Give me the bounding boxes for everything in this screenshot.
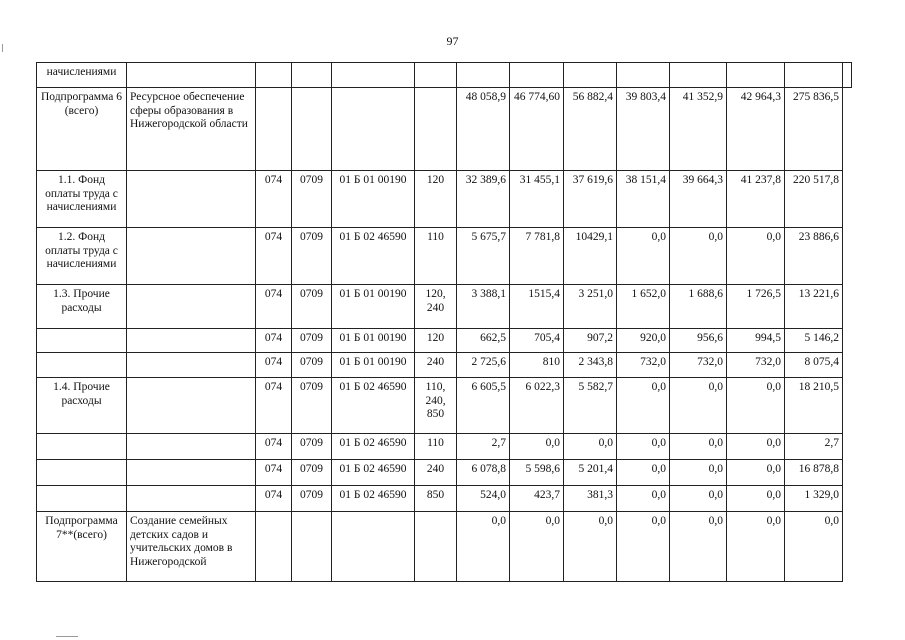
value-cell-3: 0,0 [564, 512, 617, 582]
program-cell: Подпрограмма 6 (всего) [37, 88, 127, 171]
name-cell [127, 434, 256, 460]
rz-cell [292, 88, 332, 171]
value-cell-2: 810 [510, 353, 564, 378]
value-cell-7: 13 221,6 [785, 285, 843, 329]
vr-cell: 110, 240, 850 [415, 378, 457, 434]
value-cell-7: 0,0 [785, 512, 843, 582]
csr-cell [332, 88, 415, 171]
value-cell-5: 732,0 [670, 353, 727, 378]
name-cell [127, 378, 256, 434]
value-cell-4 [617, 63, 670, 88]
program-cell: Подпрограмма 7**(всего) [37, 512, 127, 582]
value-cell-1: 6 605,5 [457, 378, 510, 434]
rz-cell: 0709 [292, 228, 332, 285]
csr-cell: 01 Б 02 46590 [332, 486, 415, 512]
vr-cell [415, 63, 457, 88]
rz-cell: 0709 [292, 285, 332, 329]
vr-cell: 120, 240 [415, 285, 457, 329]
value-cell-6: 994,5 [727, 329, 785, 353]
value-cell-1 [457, 63, 510, 88]
value-cell-4: 39 803,4 [617, 88, 670, 171]
value-cell-6: 0,0 [727, 434, 785, 460]
value-cell-6: 1 726,5 [727, 285, 785, 329]
csr-cell: 01 Б 01 00190 [332, 353, 415, 378]
csr-cell: 01 Б 01 00190 [332, 171, 415, 228]
grbs-cell: 074 [256, 329, 292, 353]
value-cell-4: 38 151,4 [617, 171, 670, 228]
program-cell: начислениями [37, 63, 127, 88]
table-row-item-1-4-a [37, 434, 852, 460]
rz-cell: 0709 [292, 460, 332, 486]
value-cell-5: 1 688,6 [670, 285, 727, 329]
csr-cell: 01 Б 02 46590 [332, 460, 415, 486]
csr-cell: 01 Б 01 00190 [332, 285, 415, 329]
vr-cell: 110 [415, 228, 457, 285]
name-cell [127, 63, 256, 88]
table-row-item-1-3-b [37, 353, 852, 378]
page-number: 97 [446, 34, 459, 48]
vr-cell: 120 [415, 171, 457, 228]
value-cell-7 [785, 63, 843, 88]
vr-cell: 240 [415, 460, 457, 486]
value-cell-2: 46 774,60 [510, 88, 564, 171]
value-cell-2: 0,0 [510, 434, 564, 460]
value-cell-5: 0,0 [670, 486, 727, 512]
name-cell [127, 460, 256, 486]
program-cell [37, 486, 127, 512]
value-cell-3: 5 582,7 [564, 378, 617, 434]
value-cell-6: 732,0 [727, 353, 785, 378]
value-cell-5: 0,0 [670, 378, 727, 434]
rz-cell: 0709 [292, 378, 332, 434]
value-cell-6: 0,0 [727, 512, 785, 582]
value-cell-2: 423,7 [510, 486, 564, 512]
table-row-item-1-4-c [37, 486, 852, 512]
value-cell-7: 18 210,5 [785, 378, 843, 434]
program-cell [37, 329, 127, 353]
value-cell-2 [510, 63, 564, 88]
grbs-cell: 074 [256, 171, 292, 228]
value-cell-2: 1515,4 [510, 285, 564, 329]
budget-table [36, 62, 852, 582]
value-cell-3: 2 343,8 [564, 353, 617, 378]
name-cell [127, 329, 256, 353]
scan-mark-bottom [56, 636, 78, 637]
value-cell-6: 41 237,8 [727, 171, 785, 228]
program-cell: 1.3. Прочие расходы [37, 285, 127, 329]
value-cell-1: 48 058,9 [457, 88, 510, 171]
value-cell-7: 5 146,2 [785, 329, 843, 353]
value-cell-5: 0,0 [670, 228, 727, 285]
value-cell-3: 3 251,0 [564, 285, 617, 329]
value-cell-5: 39 664,3 [670, 171, 727, 228]
csr-cell: 01 Б 01 00190 [332, 329, 415, 353]
value-cell-1: 32 389,6 [457, 171, 510, 228]
value-cell-6 [727, 63, 785, 88]
value-cell-3: 907,2 [564, 329, 617, 353]
rz-cell: 0709 [292, 329, 332, 353]
scan-mark-left [2, 44, 3, 52]
value-cell-7: 275 836,5 [785, 88, 843, 171]
value-cell-7: 8 075,4 [785, 353, 843, 378]
grbs-cell: 074 [256, 285, 292, 329]
csr-cell: 01 Б 02 46590 [332, 378, 415, 434]
table-row-item-1-1 [37, 171, 852, 228]
csr-cell [332, 63, 415, 88]
program-cell [37, 353, 127, 378]
value-cell-1: 3 388,1 [457, 285, 510, 329]
vr-cell: 850 [415, 486, 457, 512]
value-cell-1: 2 725,6 [457, 353, 510, 378]
value-cell-2: 705,4 [510, 329, 564, 353]
csr-cell: 01 Б 02 46590 [332, 228, 415, 285]
name-cell: Ресурсное обеспечение сферы образования в Нижегородской области [127, 88, 256, 171]
value-cell-3: 5 201,4 [564, 460, 617, 486]
value-cell-3: 37 619,6 [564, 171, 617, 228]
value-cell-1: 5 675,7 [457, 228, 510, 285]
program-cell: 1.4. Прочие расходы [37, 378, 127, 434]
grbs-cell: 074 [256, 378, 292, 434]
csr-cell [332, 512, 415, 582]
value-cell-5: 0,0 [670, 512, 727, 582]
value-cell-3: 0,0 [564, 434, 617, 460]
name-cell [127, 228, 256, 285]
grbs-cell: 074 [256, 486, 292, 512]
value-cell-4: 0,0 [617, 486, 670, 512]
value-cell-4: 920,0 [617, 329, 670, 353]
rz-cell: 0709 [292, 171, 332, 228]
vr-cell: 110 [415, 434, 457, 460]
table-row-top [37, 63, 852, 88]
value-cell-4: 0,0 [617, 378, 670, 434]
value-cell-5: 956,6 [670, 329, 727, 353]
value-cell-4: 0,0 [617, 228, 670, 285]
value-cell-3: 381,3 [564, 486, 617, 512]
vr-cell: 120 [415, 329, 457, 353]
rz-cell [292, 512, 332, 582]
grbs-cell [256, 63, 292, 88]
table-row-item-1-3 [37, 285, 852, 329]
table-row-sub6 [37, 88, 852, 171]
rz-cell: 0709 [292, 353, 332, 378]
csr-cell: 01 Б 02 46590 [332, 434, 415, 460]
program-cell: 1.1. Фонд оплаты труда с начислениями [37, 171, 127, 228]
value-cell-4: 0,0 [617, 434, 670, 460]
value-cell-3 [564, 63, 617, 88]
value-cell-1: 2,7 [457, 434, 510, 460]
name-cell [127, 353, 256, 378]
table-row-item-1-4-b [37, 460, 852, 486]
value-cell-5: 0,0 [670, 434, 727, 460]
table-row-sub7 [37, 512, 852, 582]
program-cell [37, 434, 127, 460]
value-cell-1: 6 078,8 [457, 460, 510, 486]
value-cell-2: 31 455,1 [510, 171, 564, 228]
value-cell-7: 16 878,8 [785, 460, 843, 486]
vr-cell: 240 [415, 353, 457, 378]
name-cell: Создание семейных детских садов и учительских домов в Нижегородской [127, 512, 256, 582]
program-cell [37, 460, 127, 486]
value-cell-1: 524,0 [457, 486, 510, 512]
table-row-item-1-2 [37, 228, 852, 285]
name-cell [127, 171, 256, 228]
value-cell-2: 6 022,3 [510, 378, 564, 434]
table-row-item-1-3-a [37, 329, 852, 353]
grbs-cell: 074 [256, 353, 292, 378]
value-cell-2: 5 598,6 [510, 460, 564, 486]
table-body [37, 63, 852, 582]
value-cell-1: 0,0 [457, 512, 510, 582]
value-cell-6: 0,0 [727, 378, 785, 434]
value-cell-5: 41 352,9 [670, 88, 727, 171]
value-cell-4: 1 652,0 [617, 285, 670, 329]
program-cell: 1.2. Фонд оплаты труда с начислениями [37, 228, 127, 285]
value-cell-5 [670, 63, 727, 88]
grbs-cell [256, 512, 292, 582]
value-cell-7: 1 329,0 [785, 486, 843, 512]
value-cell-3: 10429,1 [564, 228, 617, 285]
vr-cell [415, 88, 457, 171]
value-cell-6: 0,0 [727, 228, 785, 285]
grbs-cell: 074 [256, 434, 292, 460]
value-cell-3: 56 882,4 [564, 88, 617, 171]
value-cell-4: 732,0 [617, 353, 670, 378]
value-cell-4: 0,0 [617, 512, 670, 582]
table-row-item-1-4 [37, 378, 852, 434]
value-cell-6: 0,0 [727, 486, 785, 512]
rz-cell: 0709 [292, 486, 332, 512]
value-cell-2: 7 781,8 [510, 228, 564, 285]
name-cell [127, 486, 256, 512]
rz-cell [292, 63, 332, 88]
value-cell-5: 0,0 [670, 460, 727, 486]
grbs-cell [256, 88, 292, 171]
value-cell-6: 0,0 [727, 460, 785, 486]
grbs-cell: 074 [256, 228, 292, 285]
value-cell-8 [843, 63, 852, 88]
vr-cell [415, 512, 457, 582]
value-cell-6: 42 964,3 [727, 88, 785, 171]
value-cell-7: 220 517,8 [785, 171, 843, 228]
value-cell-7: 2,7 [785, 434, 843, 460]
value-cell-2: 0,0 [510, 512, 564, 582]
rz-cell: 0709 [292, 434, 332, 460]
value-cell-4: 0,0 [617, 460, 670, 486]
value-cell-1: 662,5 [457, 329, 510, 353]
grbs-cell: 074 [256, 460, 292, 486]
name-cell [127, 285, 256, 329]
value-cell-7: 23 886,6 [785, 228, 843, 285]
